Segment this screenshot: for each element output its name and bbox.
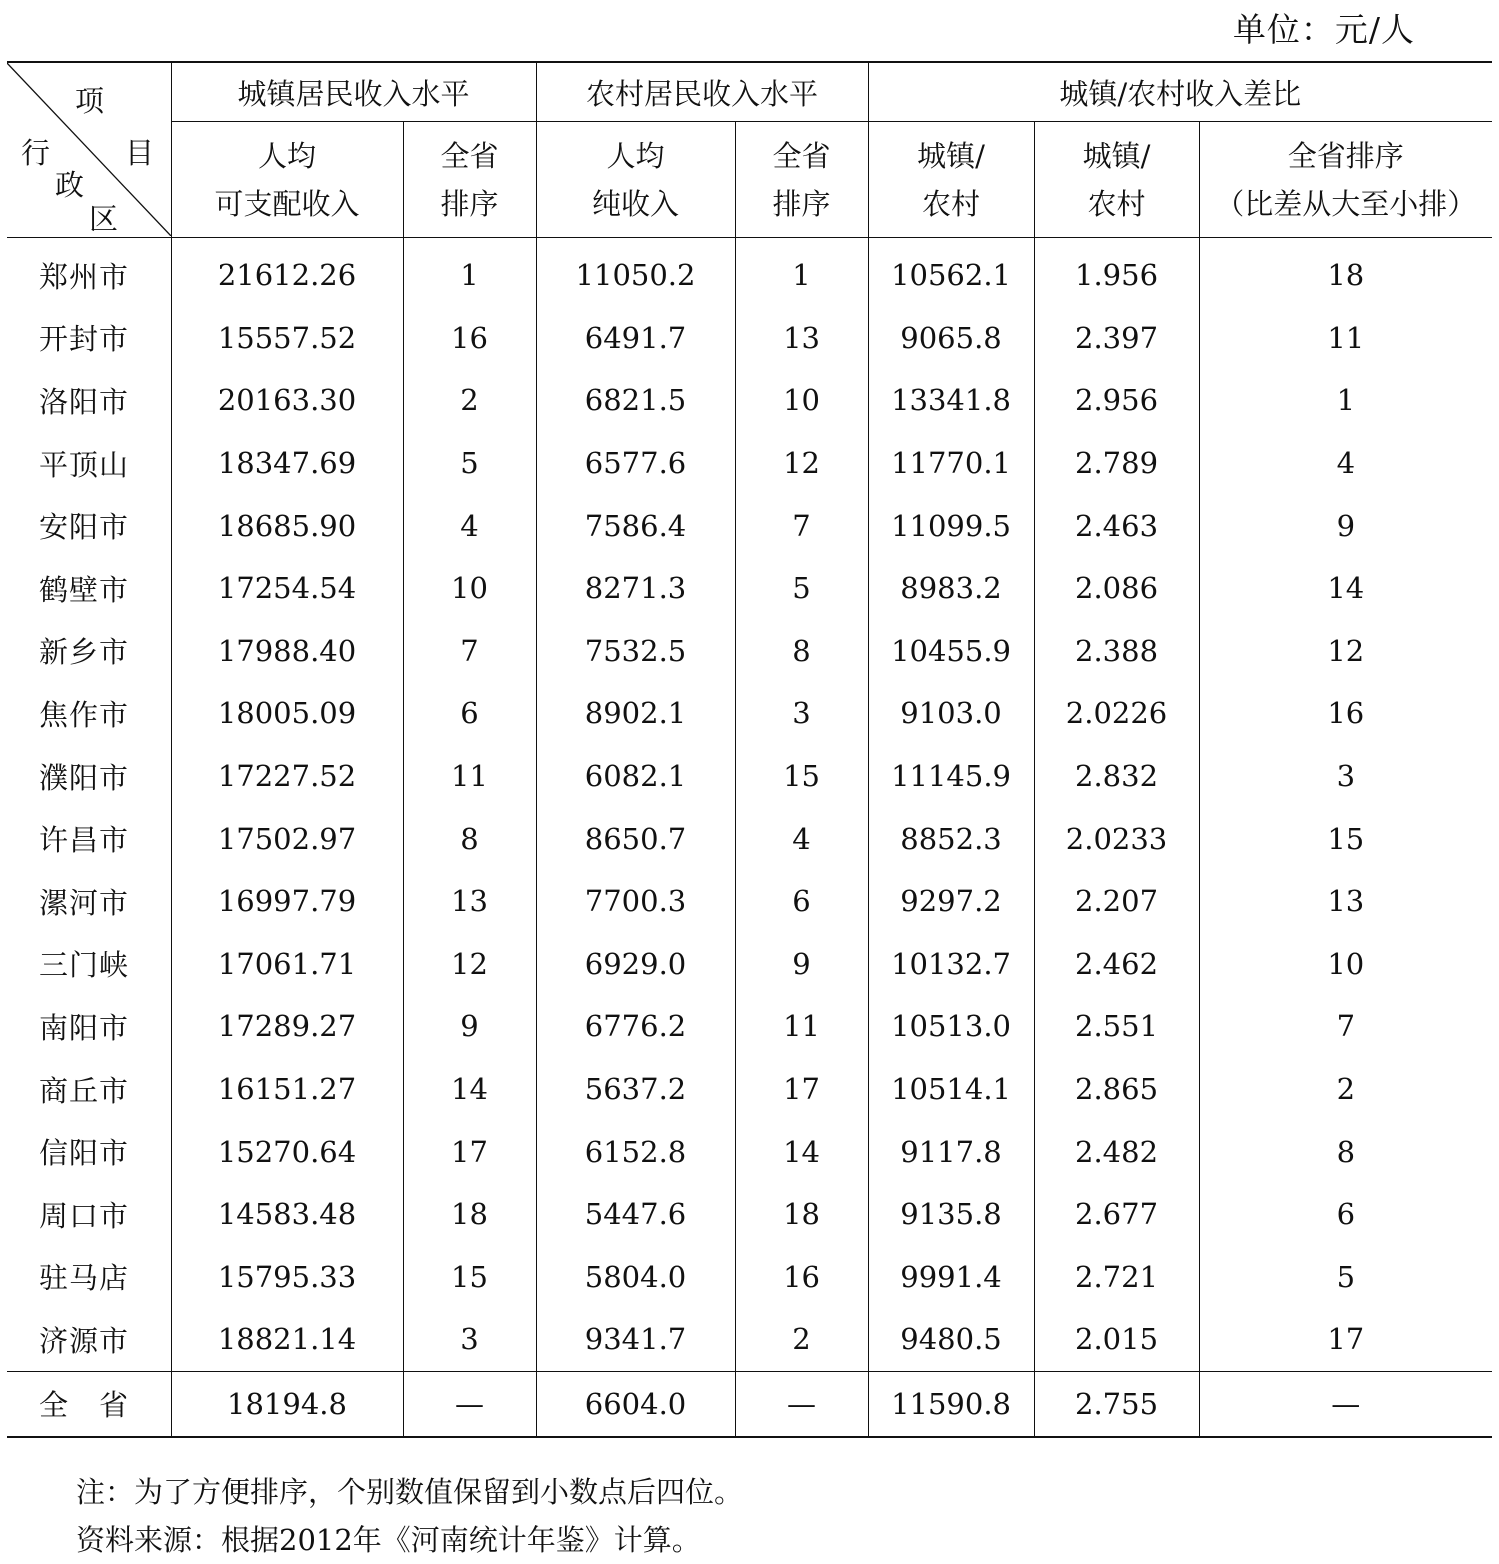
total-rural-rank: — xyxy=(735,1371,868,1437)
cell-urban-income: 17289.27 xyxy=(171,995,403,1058)
cell-ratio-rank: 2 xyxy=(1199,1058,1492,1121)
cell-rural-rank: 6 xyxy=(735,870,868,933)
cell-ratio: 2.207 xyxy=(1034,870,1199,933)
cell-rural-rank: 2 xyxy=(735,1308,868,1371)
cell-diff: 9991.4 xyxy=(868,1246,1034,1309)
cell-diff: 11145.9 xyxy=(868,745,1034,808)
corner-label-left-2: 政 xyxy=(55,168,85,202)
cell-rural-income: 8650.7 xyxy=(536,807,735,870)
cell-ratio-rank: 17 xyxy=(1199,1308,1492,1371)
cell-urban-rank: 5 xyxy=(403,432,536,495)
cell-urban-rank: 8 xyxy=(403,807,536,870)
cell-urban-rank: 16 xyxy=(403,307,536,370)
cell-region-name: 鹤壁市 xyxy=(39,572,130,607)
cell-diff: 9480.5 xyxy=(868,1308,1034,1371)
cell-rural-rank: 5 xyxy=(735,557,868,620)
cell-ratio: 2.462 xyxy=(1034,933,1199,996)
cell-rural-income: 8271.3 xyxy=(536,557,735,620)
cell-ratio-rank: 16 xyxy=(1199,682,1492,745)
cell-ratio: 2.956 xyxy=(1034,369,1199,432)
cell-urban-rank: 6 xyxy=(403,682,536,745)
cell-ratio: 2.086 xyxy=(1034,557,1199,620)
table-row xyxy=(7,369,1492,432)
cell-ratio-rank: 13 xyxy=(1199,870,1492,933)
table-row xyxy=(7,1183,1492,1246)
total-ratio: 2.755 xyxy=(1034,1371,1199,1437)
header-ratio-diff: 城镇/ 农村 xyxy=(868,122,1034,238)
cell-region-name: 开封市 xyxy=(39,322,130,357)
header-urban-income: 人均 可支配收入 xyxy=(171,122,403,238)
cell-rural-income: 7586.4 xyxy=(536,494,735,557)
cell-ratio-rank: 12 xyxy=(1199,620,1492,683)
header-ratio: 城镇/ 农村 xyxy=(1034,122,1199,238)
cell-urban-income: 17502.97 xyxy=(171,807,403,870)
cell-diff: 9135.8 xyxy=(868,1183,1034,1246)
corner-label-left-3: 区 xyxy=(89,202,119,236)
table-row xyxy=(7,1246,1492,1309)
table-body xyxy=(7,238,1492,1372)
cell-diff: 11099.5 xyxy=(868,494,1034,557)
cell-rural-rank: 12 xyxy=(735,432,868,495)
cell-urban-income: 16151.27 xyxy=(171,1058,403,1121)
header-group-rural: 农村居民收入水平 xyxy=(536,62,868,122)
cell-ratio-rank: 4 xyxy=(1199,432,1492,495)
cell-ratio: 2.721 xyxy=(1034,1246,1199,1309)
cell-urban-rank: 18 xyxy=(403,1183,536,1246)
cell-diff: 13341.8 xyxy=(868,369,1034,432)
cell-urban-rank: 11 xyxy=(403,745,536,808)
cell-region-name: 商丘市 xyxy=(39,1073,130,1108)
cell-region-name: 洛阳市 xyxy=(39,384,130,419)
corner-label-top: 项 xyxy=(75,84,105,118)
cell-urban-income: 14583.48 xyxy=(171,1183,403,1246)
cell-rural-rank: 15 xyxy=(735,745,868,808)
cell-urban-rank: 17 xyxy=(403,1120,536,1183)
cell-rural-rank: 7 xyxy=(735,494,868,557)
cell-region-name: 驻马店 xyxy=(39,1261,130,1296)
total-rural-income: 6604.0 xyxy=(536,1371,735,1437)
cell-ratio-rank: 9 xyxy=(1199,494,1492,557)
cell-urban-rank: 13 xyxy=(403,870,536,933)
cell-urban-income: 17227.52 xyxy=(171,745,403,808)
cell-rural-income: 7700.3 xyxy=(536,870,735,933)
cell-rural-rank: 17 xyxy=(735,1058,868,1121)
table-row xyxy=(7,494,1492,557)
header-rural-rank: 全省 排序 xyxy=(735,122,868,238)
cell-rural-rank: 13 xyxy=(735,307,868,370)
cell-urban-income: 17061.71 xyxy=(171,933,403,996)
cell-diff: 10562.1 xyxy=(868,238,1034,307)
cell-urban-income: 15557.52 xyxy=(171,307,403,370)
cell-ratio-rank: 15 xyxy=(1199,807,1492,870)
cell-diff: 8983.2 xyxy=(868,557,1034,620)
cell-urban-rank: 12 xyxy=(403,933,536,996)
unit-label: 单位：元/人 xyxy=(1232,10,1415,49)
corner-label-right: 目 xyxy=(125,136,155,170)
header-group-urban: 城镇居民收入水平 xyxy=(171,62,536,122)
table-row xyxy=(7,620,1492,683)
cell-ratio: 2.482 xyxy=(1034,1120,1199,1183)
cell-ratio-rank: 18 xyxy=(1199,238,1492,307)
table-note: 注：为了方便排序，个别数值保留到小数点后四位。 xyxy=(76,1475,744,1509)
cell-urban-income: 17254.54 xyxy=(171,557,403,620)
table-source: 资料来源：根据2012年《河南统计年鉴》计算。 xyxy=(76,1523,701,1557)
header-urban-rank: 全省 排序 xyxy=(403,122,536,238)
cell-urban-rank: 1 xyxy=(403,238,536,307)
cell-region-name: 新乡市 xyxy=(39,635,130,670)
cell-urban-income: 15795.33 xyxy=(171,1246,403,1309)
cell-diff: 10514.1 xyxy=(868,1058,1034,1121)
cell-urban-income: 15270.64 xyxy=(171,1120,403,1183)
table-row xyxy=(7,1308,1492,1371)
header-ratio-rank: 全省排序 （比差从大至小排） xyxy=(1199,122,1492,238)
table-row xyxy=(7,682,1492,745)
cell-rural-income: 11050.2 xyxy=(536,238,735,307)
cell-rural-income: 8902.1 xyxy=(536,682,735,745)
table-row xyxy=(7,432,1492,495)
table-row xyxy=(7,238,1492,307)
cell-rural-income: 5804.0 xyxy=(536,1246,735,1309)
cell-ratio: 2.0233 xyxy=(1034,807,1199,870)
cell-urban-income: 21612.26 xyxy=(171,238,403,307)
cell-region-name: 濮阳市 xyxy=(39,760,130,795)
cell-urban-rank: 3 xyxy=(403,1308,536,1371)
cell-urban-rank: 15 xyxy=(403,1246,536,1309)
cell-rural-rank: 16 xyxy=(735,1246,868,1309)
cell-rural-income: 6577.6 xyxy=(536,432,735,495)
cell-urban-income: 16997.79 xyxy=(171,870,403,933)
cell-diff: 8852.3 xyxy=(868,807,1034,870)
cell-region-name: 安阳市 xyxy=(39,510,130,545)
cell-ratio: 2.388 xyxy=(1034,620,1199,683)
cell-ratio: 2.0226 xyxy=(1034,682,1199,745)
total-label: 全 省 xyxy=(7,1371,171,1437)
cell-rural-income: 5447.6 xyxy=(536,1183,735,1246)
cell-urban-rank: 14 xyxy=(403,1058,536,1121)
cell-rural-income: 6082.1 xyxy=(536,745,735,808)
cell-ratio-rank: 8 xyxy=(1199,1120,1492,1183)
cell-rural-income: 7532.5 xyxy=(536,620,735,683)
cell-ratio: 2.789 xyxy=(1034,432,1199,495)
cell-region-name: 漯河市 xyxy=(39,885,130,920)
cell-region-name: 南阳市 xyxy=(39,1010,130,1045)
cell-urban-rank: 4 xyxy=(403,494,536,557)
cell-rural-rank: 10 xyxy=(735,369,868,432)
cell-rural-rank: 18 xyxy=(735,1183,868,1246)
cell-rural-rank: 14 xyxy=(735,1120,868,1183)
cell-ratio: 2.865 xyxy=(1034,1058,1199,1121)
cell-diff: 10455.9 xyxy=(868,620,1034,683)
cell-ratio-rank: 14 xyxy=(1199,557,1492,620)
cell-diff: 11770.1 xyxy=(868,432,1034,495)
cell-diff: 9065.8 xyxy=(868,307,1034,370)
cell-diff: 9297.2 xyxy=(868,870,1034,933)
cell-urban-rank: 10 xyxy=(403,557,536,620)
cell-diff: 10513.0 xyxy=(868,995,1034,1058)
cell-urban-income: 18347.69 xyxy=(171,432,403,495)
table-row xyxy=(7,995,1492,1058)
cell-rural-rank: 9 xyxy=(735,933,868,996)
cell-rural-rank: 8 xyxy=(735,620,868,683)
cell-region-name: 平顶山 xyxy=(39,447,130,482)
cell-rural-income: 6491.7 xyxy=(536,307,735,370)
cell-diff: 10132.7 xyxy=(868,933,1034,996)
cell-urban-rank: 2 xyxy=(403,369,536,432)
table-row xyxy=(7,807,1492,870)
cell-region-name: 三门峡 xyxy=(39,948,130,983)
cell-rural-rank: 1 xyxy=(735,238,868,307)
cell-rural-income: 9341.7 xyxy=(536,1308,735,1371)
header-rural-income: 人均 纯收入 xyxy=(536,122,735,238)
cell-region-name: 信阳市 xyxy=(39,1136,130,1171)
table-row xyxy=(7,1120,1492,1183)
cell-rural-income: 5637.2 xyxy=(536,1058,735,1121)
cell-ratio: 1.956 xyxy=(1034,238,1199,307)
total-diff: 11590.8 xyxy=(868,1371,1034,1437)
header-group-ratio: 城镇/农村收入差比 xyxy=(868,62,1492,122)
cell-ratio-rank: 1 xyxy=(1199,369,1492,432)
cell-diff: 9103.0 xyxy=(868,682,1034,745)
cell-rural-income: 6152.8 xyxy=(536,1120,735,1183)
cell-ratio: 2.551 xyxy=(1034,995,1199,1058)
cell-urban-income: 20163.30 xyxy=(171,369,403,432)
cell-ratio-rank: 11 xyxy=(1199,307,1492,370)
cell-urban-rank: 7 xyxy=(403,620,536,683)
table-row xyxy=(7,557,1492,620)
cell-urban-income: 18685.90 xyxy=(171,494,403,557)
cell-rural-rank: 4 xyxy=(735,807,868,870)
table-row xyxy=(7,307,1492,370)
cell-urban-income: 17988.40 xyxy=(171,620,403,683)
corner-label-left-1: 行 xyxy=(21,136,51,170)
cell-rural-rank: 11 xyxy=(735,995,868,1058)
cell-region-name: 郑州市 xyxy=(39,259,130,294)
cell-ratio: 2.397 xyxy=(1034,307,1199,370)
cell-rural-income: 6776.2 xyxy=(536,995,735,1058)
cell-urban-income: 18005.09 xyxy=(171,682,403,745)
cell-rural-income: 6929.0 xyxy=(536,933,735,996)
total-row xyxy=(7,1371,1492,1437)
cell-ratio-rank: 6 xyxy=(1199,1183,1492,1246)
cell-region-name: 周口市 xyxy=(39,1198,130,1233)
cell-ratio: 2.015 xyxy=(1034,1308,1199,1371)
total-urban-rank: — xyxy=(403,1371,536,1437)
table-row xyxy=(7,1058,1492,1121)
cell-ratio: 2.463 xyxy=(1034,494,1199,557)
cell-ratio-rank: 7 xyxy=(1199,995,1492,1058)
cell-ratio-rank: 5 xyxy=(1199,1246,1492,1309)
cell-region-name: 焦作市 xyxy=(39,697,130,732)
table-row xyxy=(7,933,1492,996)
cell-ratio-rank: 10 xyxy=(1199,933,1492,996)
table-corner-header xyxy=(7,62,171,238)
table-row xyxy=(7,870,1492,933)
cell-ratio-rank: 3 xyxy=(1199,745,1492,808)
cell-ratio: 2.677 xyxy=(1034,1183,1199,1246)
total-ratio-rank: — xyxy=(1199,1371,1492,1437)
cell-ratio: 2.832 xyxy=(1034,745,1199,808)
cell-diff: 9117.8 xyxy=(868,1120,1034,1183)
cell-rural-rank: 3 xyxy=(735,682,868,745)
table-row xyxy=(7,745,1492,808)
income-table xyxy=(7,61,1492,1438)
cell-urban-rank: 9 xyxy=(403,995,536,1058)
cell-region-name: 许昌市 xyxy=(39,823,130,858)
cell-region-name: 济源市 xyxy=(39,1323,130,1358)
cell-urban-income: 18821.14 xyxy=(171,1308,403,1371)
cell-rural-income: 6821.5 xyxy=(536,369,735,432)
total-urban-income: 18194.8 xyxy=(171,1371,403,1437)
